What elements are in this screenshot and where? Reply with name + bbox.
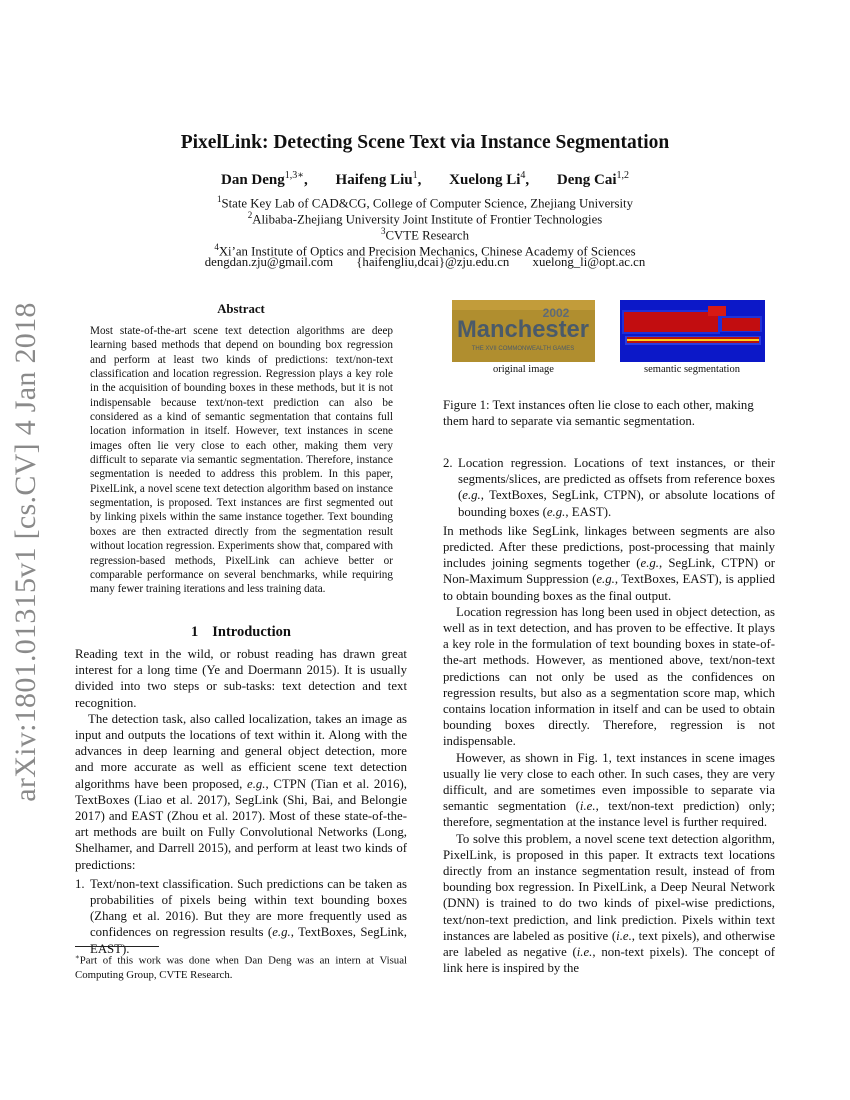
affiliation: $^2$Alibaba-Zhejiang University Joint Institute of Frontier Technologies: [247, 210, 603, 227]
section-heading: 1 Introduction: [191, 624, 291, 640]
paragraph: Location regression has long been used in object detection, as well as in text detection, and has proven to be effective. It plays a key role in the formulation of text bounding boxes in state-of-the-art methods. However, as mentioned above, text/non-text predictions can not only be used as the confidences on regression results, but also as a segmentation score map, which contains location information in itself and can be used to obtain bounding boxes directly. Therefore, regression is not indispensable.: [443, 604, 775, 749]
paragraph: Reading text in the wild, or robust reading has drawn great interest for a long time (Ye and Doermann 2015). It is usually divided into two steps or sub-tasks: text detection and text recognition.: [75, 647, 407, 710]
list-item: 2. Location regression. Locations of text instances, or their segments/slices, are predicted as offsets from reference boxes (e.g., TextBoxes, SegLink, CTPN), or absolute locations of bounding boxes (e.g., EAST).: [443, 456, 775, 519]
figure-caption: Figure 1: Text instances often lie close to each other, making them hard to separate via semantic segmentation.: [443, 398, 754, 428]
figure-segmentation-image: [620, 300, 765, 362]
arxiv-stamp: arXiv:1801.01315v1 [cs.CV] 4 Jan 2018: [9, 302, 42, 802]
email: xuelong_li@opt.ac.cn: [532, 255, 646, 269]
affiliation: $^1$State Key Lab of CAD&CG, College of Computer Science, Zhejiang University: [216, 194, 634, 211]
author-list: [0, 170, 850, 189]
footnote-rule: [75, 946, 159, 947]
paragraph: In methods like SegLink, linkages between segments are also predicted. After these predictions, post-processing that mainly includes joining segments together (e.g., SegLink, CTPN) or Non-Maximum Suppression (e.g., TextBoxes, EAST), is applied to obtain bounding boxes as the final output.: [443, 523, 775, 603]
left-column-body: [75, 646, 407, 957]
list-item: 1. Text/non-text classification. Such predictions can be taken as probabilities of pixels being within text bounding boxes (Zhang et al. 2016). But they are more frequently used as confidences on regression results (e.g., TextBoxes, SegLink, EAST).: [75, 876, 407, 956]
affiliation: $^3$CVTE Research: [380, 226, 469, 243]
paragraph: However, as shown in Fig. 1, text instances in scene images usually lie very close to each other. In such cases, they are very difficult, and are sometimes even impossible to separate via semantic segmentation (i.e., text/non-text prediction) only; therefore, segmentation at the instance level is further required.: [443, 750, 775, 830]
right-column-body: [443, 455, 775, 977]
affiliation: $^4$Xi’an Institute of Optics and Precision Mechanics, Chinese Academy of Sciences: [214, 242, 636, 259]
figure-label: semantic segmentation: [644, 364, 740, 375]
paragraph: To solve this problem, a novel scene text detection algorithm, PixelLink, is proposed in this paper. It extracts text locations directly from an instance segmentation result, instead of from bounding box regression. In PixelLink, a Deep Neural Network (DNN) is trained to do two kinds of pixel-wise predictions, text/non-text prediction, and link prediction. Pixels within text instances are labeled as positive (i.e., text pixels), and otherwise are labeled as negative (i.e., non-text pixels). The concept of link here is inspired by the: [443, 831, 776, 976]
email: {haifengliu,dcai}@zju.edu.cn: [356, 255, 510, 269]
email: dengdan.zju@gmail.com: [204, 255, 334, 269]
author: Haifeng Liu$^1$,: [335, 170, 422, 188]
image-title-text: Manchester: [457, 316, 589, 343]
paragraph: The detection task, also called localization, takes an image as input and outputs the locations of text within it. Along with the advances in deep learning and general object detection, more and more accurate as well as efficient scene text detection algorithms have been proposed, e.g., CTPN (Tian et al. 2016), TextBoxes (Liao et al. 2017), SegLink (Shi, Bai, and Belongie 2017) and EAST (Zhou et al. 2017). Most of these state-of-the-art methods are built on Fully Convolutional Networks (Long, Shelhamer, and Darrell 2015), and perform at least two kinds of predictions:: [75, 711, 407, 872]
footnote: ∗Part of this work was done when Dan Deng was an intern at Visual Computing Group, CVTE Research.: [75, 953, 407, 981]
author: Deng Cai$^{1,2}$: [556, 170, 630, 188]
abstract-heading: Abstract: [217, 302, 265, 316]
figure-original-image: [452, 300, 595, 362]
abstract-text: Most state-of-the-art scene text detection algorithms are deep learning based methods that depend on bounding box regression and perform at least two kinds of predictions: text/non-text classification and location regression. Regression plays a key role in the acquisition of bounding boxes in these methods, but it is not indispensable because text/non-text prediction can also be considered as a kind of semantic segmentation that contains full location information in itself. However, text instances in scene images often lie very close to each other, making them very difficult to separate via semantic segmentation. Therefore, instance segmentation is needed to address this problem. In this paper, PixelLink, a novel scene text detection algorithm based on instance segmentation, is proposed. Text instances are first segmented out by linking pixels within the same instance together. Text bounding boxes are then extracted directly from the segmentation result without location regression. Experiments show that, compared with regression-based methods, PixelLink can achieve better or comparable performance on several benchmarks, while requiring many fewer training iterations and less training data.: [90, 325, 393, 596]
figure-label: original image: [493, 364, 554, 375]
image-subtitle-text: THE XVII COMMONWEALTH GAMES: [471, 346, 575, 352]
image-year-text: 2002: [542, 306, 570, 320]
email-list: [0, 255, 850, 270]
author: Dan Deng$^{1,3∗}$,: [220, 170, 308, 188]
paper-title: PixelLink: Detecting Scene Text via Instance Segmentation: [180, 132, 670, 153]
author: Xuelong Li$^4$,: [449, 170, 530, 188]
